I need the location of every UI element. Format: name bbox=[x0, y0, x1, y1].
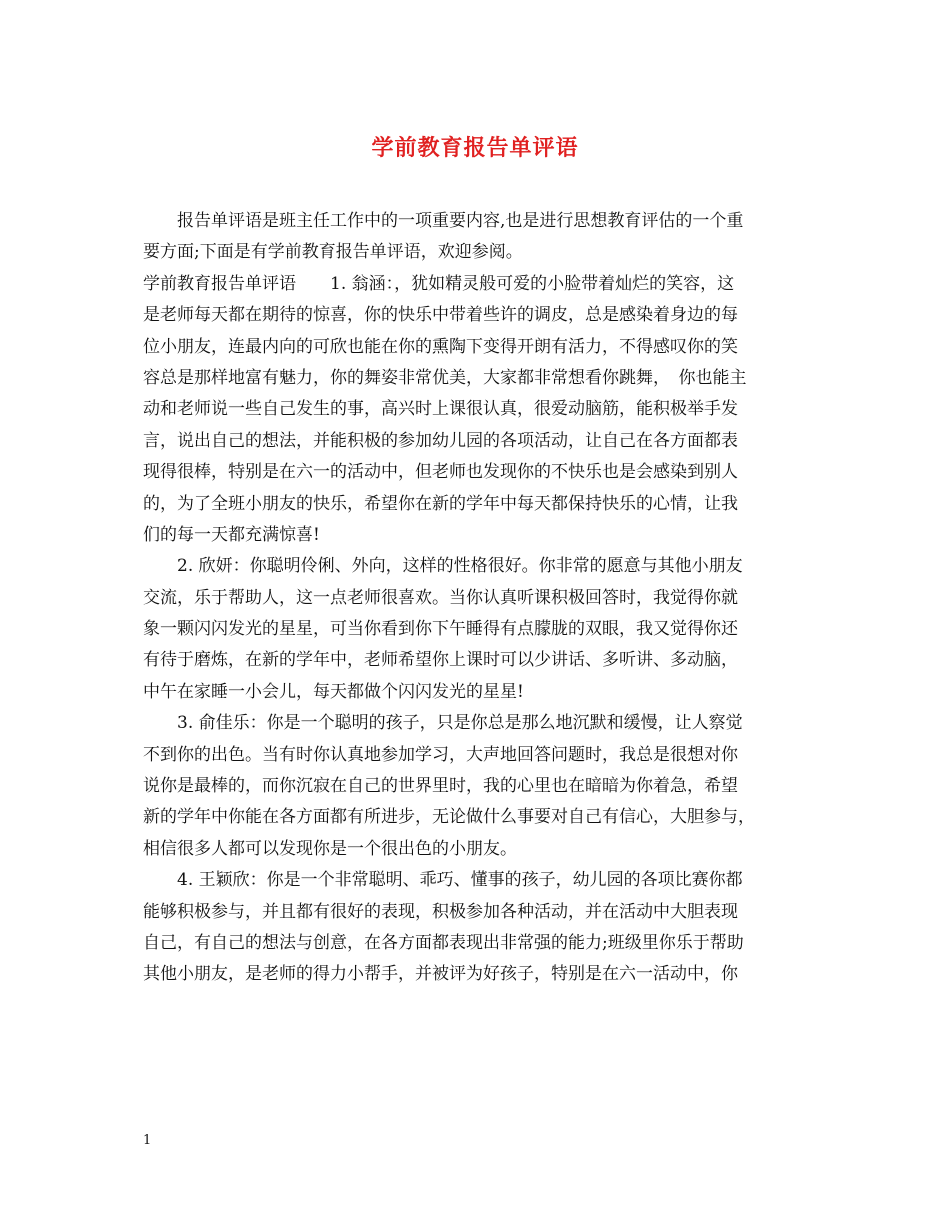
paragraph-line: 其他小朋友，是老师的得力小帮手，并被评为好孩子，特别是在六一活动中，你 bbox=[143, 964, 738, 985]
paragraph-line: 2. 欣妍：你聪明伶俐、外向，这样的性格很好。你非常的愿意与其他小朋友 bbox=[177, 556, 743, 577]
paragraph-line: 动和老师说一些自己发生的事，高兴时上课很认真，很爱动脑筋，能积极举手发 bbox=[143, 399, 738, 420]
paragraph-line: 中午在家睡一小会儿，每天都做个闪闪发光的星星! bbox=[143, 681, 524, 702]
paragraph-line: 学前教育报告单评语 1. 翁涵：，犹如精灵般可爱的小脸带着灿烂的笑容，这 bbox=[143, 273, 735, 294]
paragraph-line: 相信很多人都可以发现你是一个很出色的小朋友。 bbox=[143, 838, 517, 859]
paragraph-line: 新的学年中你能在各方面都有所进步，无论做什么事要对自己有信心，大胆参与， bbox=[143, 807, 755, 828]
paragraph-line: 容总是那样地富有魅力，你的舞姿非常优美，大家都非常想看你跳舞， 你也能主 bbox=[143, 367, 747, 388]
paragraph-line: 自己，有自己的想法与创意，在各方面都表现出非常强的能力;班级里你乐于帮助 bbox=[143, 932, 744, 953]
paragraph-line: 有待于磨炼，在新的学年中，老师希望你上课时可以少讲话、多听讲、多动脑， bbox=[143, 650, 738, 671]
paragraph-line: 3. 俞佳乐：你是一个聪明的孩子，只是你总是那么地沉默和缓慢，让人察觉 bbox=[177, 713, 743, 734]
paragraph-line: 现得很棒，特别是在六一的活动中，但老师也发现你的不快乐也是会感染到别人 bbox=[143, 462, 738, 483]
paragraph-line: 不到你的出色。当有时你认真地参加学习，大声地回答问题时，我总是很想对你 bbox=[143, 744, 738, 765]
paragraph-line: 们的每一天都充满惊喜! bbox=[143, 524, 320, 545]
paragraph-line: 说你是最棒的，而你沉寂在自己的世界里时，我的心里也在暗暗为你着急，希望 bbox=[143, 776, 738, 797]
paragraph-line: 言，说出自己的想法，并能积极的参加幼儿园的各项活动，让自己在各方面都表 bbox=[143, 430, 738, 451]
paragraph-line: 位小朋友，连最内向的可欣也能在你的熏陶下变得开朗有活力，不得感叹你的笑 bbox=[143, 336, 738, 357]
paragraph-line: 交流，乐于帮助人，这一点老师很喜欢。当你认真听课积极回答时，我觉得你就 bbox=[143, 587, 738, 608]
paragraph-line: 象一颗闪闪发光的星星，可当你看到你下午睡得有点朦胧的双眼，我又觉得你还 bbox=[143, 619, 738, 640]
paragraph-line: 的，为了全班小朋友的快乐，希望你在新的学年中每天都保持快乐的心情，让我 bbox=[143, 493, 738, 514]
paragraph-line: 要方面;下面是有学前教育报告单评语，欢迎参阅。 bbox=[143, 242, 523, 263]
paragraph-line: 报告单评语是班主任工作中的一项重要内容,也是进行思想教育评估的一个重 bbox=[177, 211, 744, 231]
page-number: 1 bbox=[143, 1133, 152, 1148]
paragraph-line: 是老师每天都在期待的惊喜，你的快乐中带着些许的调皮，总是感染着身边的每 bbox=[143, 305, 738, 326]
document-body bbox=[143, 206, 824, 991]
paragraph-line: 4. 王颖欣：你是一个非常聪明、乖巧、懂事的孩子，幼儿园的各项比赛你都 bbox=[177, 870, 743, 891]
paragraph-line: 能够积极参与，并且都有很好的表现，积极参加各种活动，并在活动中大胆表现 bbox=[143, 901, 738, 922]
document-title: 学前教育报告单评语 bbox=[371, 135, 579, 161]
